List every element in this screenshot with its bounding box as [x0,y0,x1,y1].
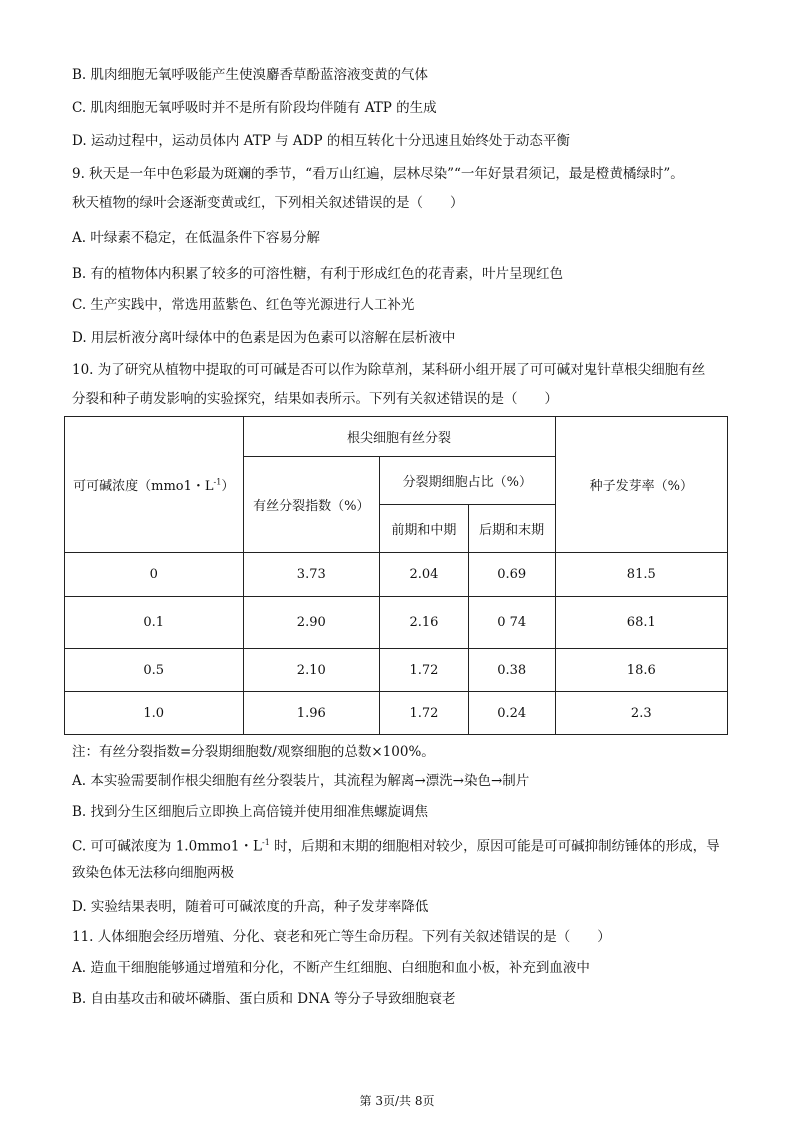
option-11b: B. 自由基攻击和破坏磷脂、蛋白质和 DNA 等分子导致细胞衰老 [72,991,456,1007]
option-9d: D. 用层析液分离叶绿体中的色素是因为色素可以溶解在层析液中 [72,330,456,346]
header-mitotic-index: 有丝分裂指数（%） [243,457,380,553]
header-concentration: 可可碱浓度（mmo1・$L^{-1}$） [65,417,244,553]
header-phase-ratio: 分裂期细胞占比（%） [380,457,555,505]
option-10d: D. 实验结果表明，随着可可碱浓度的升高，种子发芽率降低 [72,899,429,915]
table-row: 0.1 2.90 2.16 0 74 68.1 [65,597,728,649]
question-11: 11. 人体细胞会经历增殖、分化、衰老和死亡等生命历程。下列有关叙述错误的是（ ） [72,929,611,945]
table-row: 1.0 1.96 1.72 0.24 2.3 [65,692,728,735]
option-10c-line1: C. 可可碱浓度为 1.0mmo1・$L^{-1}$ 时，后期和末期的细胞相对较少，原因可能是可可碱抑制纺锤体的形成，导 [72,838,720,855]
option-10c-line2: 致染色体无法移向细胞两极 [72,865,234,881]
option-9b: B. 有的植物体内积累了较多的可溶性糖，有利于形成红色的花青素，叶片呈现红色 [72,266,564,282]
header-root-mitosis: 根尖细胞有丝分裂 [243,417,555,457]
question-9-line1: 9. 秋天是一年中色彩最为斑斓的季节，“看万山红遍，层林尽染”“一年好景君须记，最是橙黄橘绿时”。 [72,166,684,182]
option-8d: D. 运动过程中，运动员体内 ATP 与 ADP 的相互转化十分迅速且始终处于动态平衡 [72,133,570,149]
page-footer: 第 3页/共 8页 [359,1094,435,1108]
option-9c: C. 生产实践中，常选用蓝紫色、红色等光源进行人工补光 [72,297,415,313]
option-8b: B. 肌肉细胞无氧呼吸能产生使溴麝香草酚蓝溶液变黄的气体 [72,67,429,83]
table-row: 0.5 2.10 1.72 0.38 18.6 [65,649,728,692]
table-row: 0 3.73 2.04 0.69 81.5 [65,553,728,597]
header-germination: 种子发芽率（%） [555,417,727,553]
question-10-line2: 分裂和种子萌发影响的实验探究，结果如表所示。下列有关叙述错误的是（ ） [72,391,558,407]
header-late-phase: 后期和末期 [468,505,555,553]
question-10-line1: 10. 为了研究从植物中提取的可可碱是否可以作为除草剂，某科研小组开展了可可碱对鬼针草根尖细胞有丝 [72,362,706,378]
option-9a: A. 叶绿素不稳定，在低温条件下容易分解 [72,230,320,246]
table-note: 注：有丝分裂指数=分裂期细胞数/观察细胞的总数×100%。 [72,744,435,760]
results-table [64,416,728,735]
option-10b: B. 找到分生区细胞后立即换上高倍镜并使用细准焦螺旋调焦 [72,804,429,820]
option-10a: A. 本实验需要制作根尖细胞有丝分裂装片，其流程为解离→漂洗→染色→制片 [72,773,530,789]
option-11a: A. 造血干细胞能够通过增殖和分化，不断产生红细胞、白细胞和血小板，补充到血液中 [72,960,590,976]
option-8c: C. 肌肉细胞无氧呼吸时并不是所有阶段均伴随有 ATP 的生成 [72,100,437,116]
header-early-phase: 前期和中期 [380,505,469,553]
question-9-line2: 秋天植物的绿叶会逐渐变黄或红，下列相关叙述错误的是（ ） [72,195,464,211]
